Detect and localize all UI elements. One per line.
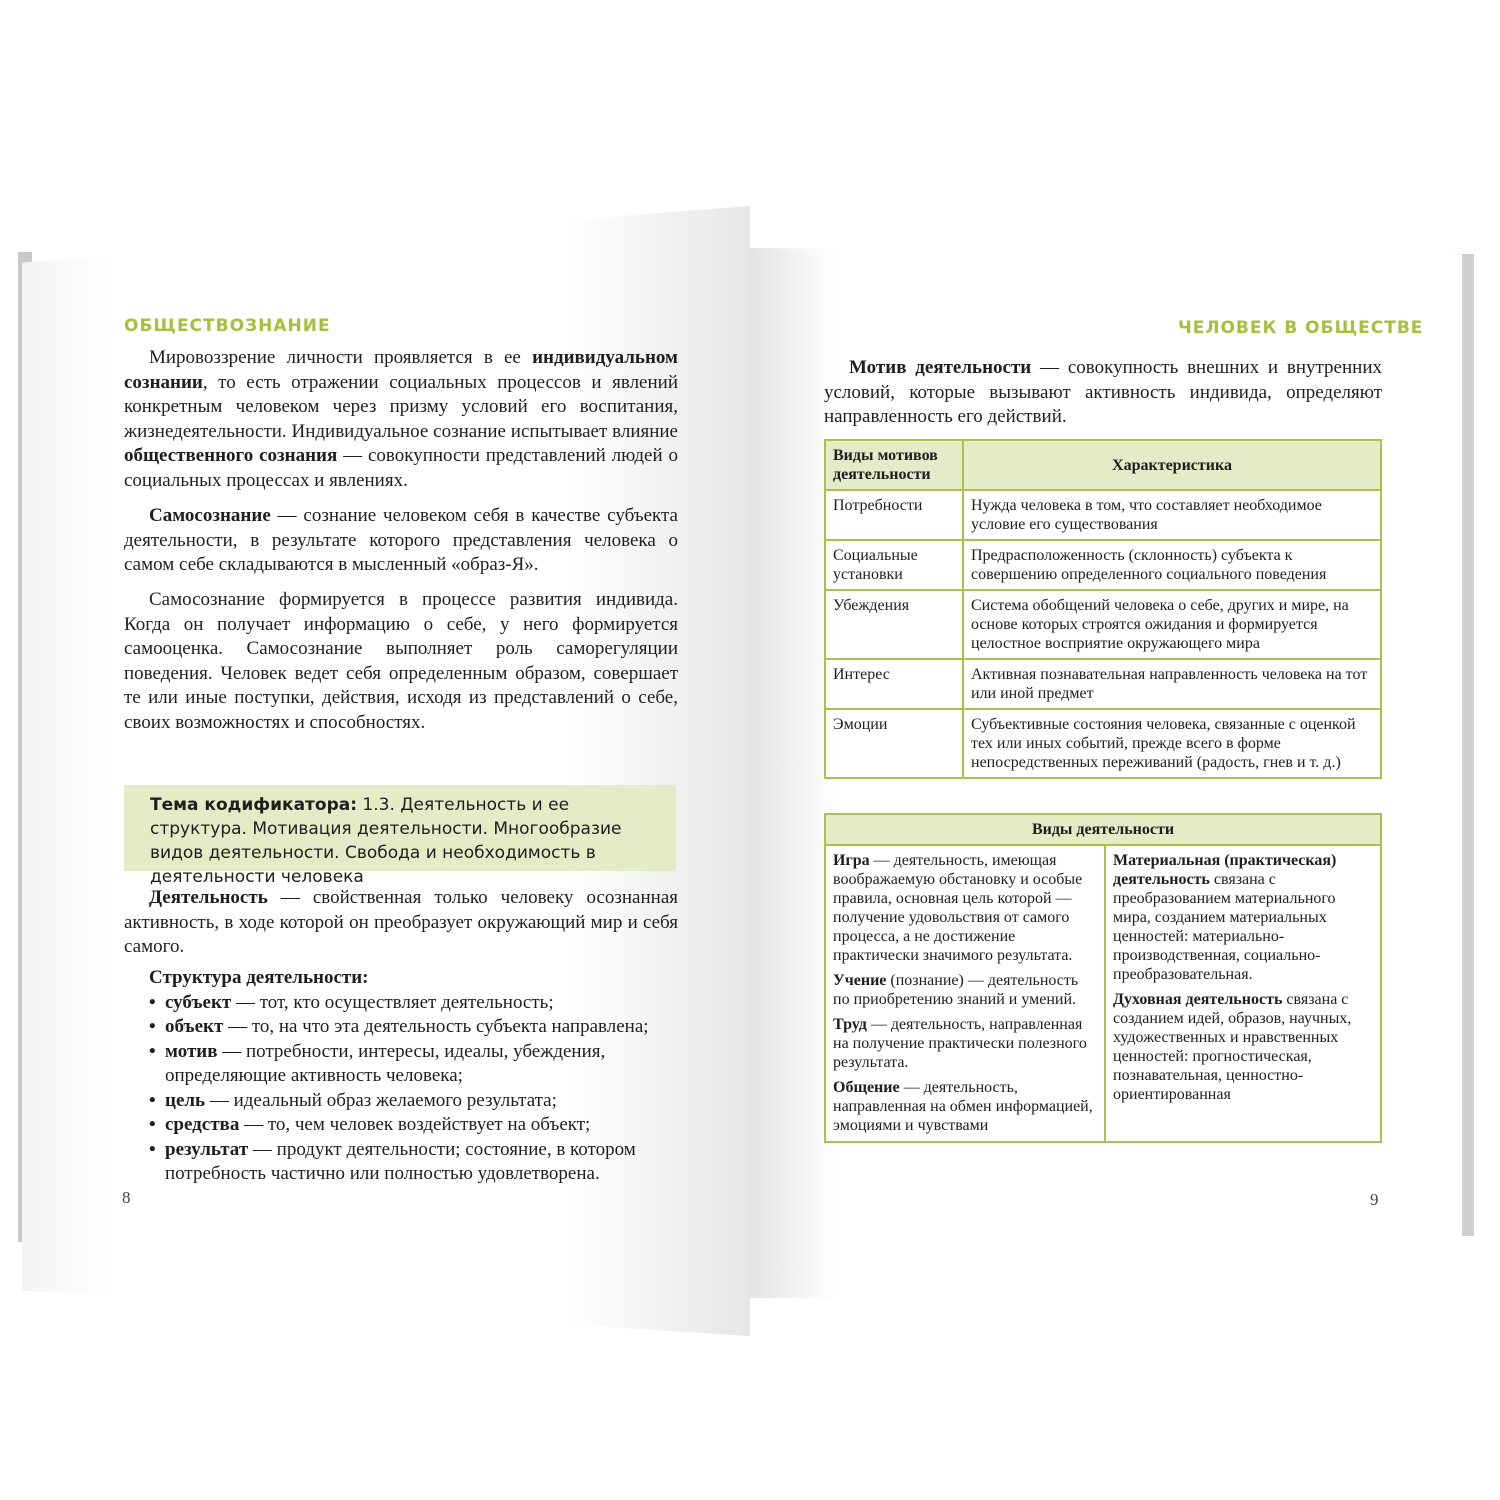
activity-left-column: Игра — деятельность, имеющая воображаемую обстановку и особые правила, основная цель которой — получение удовольствия от самого процесса, а не достижение практически значимого результата. Учение (познание) — деятельность по приобретению знаний и умений. Труд — деятельность, направленная на получение практически полезного результата. Общение — деятельность, направленная на обмен информацией, эмоциями и чувствами (825, 845, 1105, 1142)
list-item: • субъект — тот, кто осуществляет деятельность; (149, 991, 678, 1016)
structure-title: Структура деятельности: (149, 967, 369, 988)
motives-col-header-1: Виды мотивов деятельности (825, 440, 963, 490)
table-row: Интерес Активная познавательная направленность человека на тот или иной предмет (825, 659, 1381, 709)
structure-list (149, 991, 678, 1187)
right-page-number: 9 (1370, 1190, 1379, 1209)
left-paragraph-4: Деятельность — свойственная только человеку осознанная активность, в ходе которой он преобразует окружающий мир и себя самого. (124, 887, 678, 957)
table-header-row (825, 440, 1381, 490)
motives-table (824, 439, 1382, 779)
list-item: • средства — то, чем человек воздействует на объект; (149, 1113, 678, 1138)
activity-right-column: Материальная (практическая) деятельность связана с преобразованием материального мира, созданием материальных ценностей: материально-производственная, социально-преобразовательная. Духовная деятельность связана с созданием идей, образов, научных, художественных и нравственных ценностей: прогностическая, познавательная, ценностно-ориентированная (1105, 845, 1381, 1142)
table-row (825, 845, 1381, 1142)
motive-paragraph: Мотив деятельности — совокупность внешних и внутренних условий, которые вызывают активность индивида, определяют направленность его действий. (824, 357, 1382, 427)
motives-col-header-2: Характеристика (963, 440, 1381, 490)
activity-types-table (824, 813, 1382, 1143)
table-row: Социальные установки Предрасположенность (склонность) субъекта к совершению определенного социального поведения (825, 540, 1381, 590)
table-header-row (825, 814, 1381, 845)
list-item: • мотив — потребности, интересы, идеалы, убеждения, определяющие активность человека; (149, 1040, 678, 1089)
codifier-box: Тема кодификатора: 1.3. Деятельность и ее структура. Мотивация деятельности. Многообразие видов деятельности. Свобода и необходимость в деятельности человека (124, 785, 676, 871)
list-item: • цель — идеальный образ желаемого результата; (149, 1089, 678, 1114)
table-row: Эмоции Субъективные состояния человека, связанные с оценкой тех или иных событий, прежде всего в форме непосредственных переживаний (радость, гнев и т. д.) (825, 709, 1381, 778)
activity-table-title: Виды деятельности (825, 814, 1381, 845)
left-paragraph-1: Мировоззрение личности проявляется в ее индивидуальном сознании, то есть отражении социальных процессов и явлений конкретным человеком через призму условий его воспитания, жизнедеятельности. Индивидуальное сознание испытывает влияние общественного сознания — совокупности представлений людей о социальных процессах и явлениях. (124, 347, 678, 491)
table-row: Убеждения Система обобщений человека о себе, других и мире, на основе которых строятся ожидания и формируется целостное восприятие окружающего мира (825, 590, 1381, 659)
structure-block (149, 966, 678, 1187)
right-running-header: ЧЕЛОВЕК В ОБЩЕСТВЕ (1178, 318, 1424, 338)
left-paragraph-3: Самосознание формируется в процессе развития индивида. Когда он получает информацию о себе, у него формируется самооценка. Самосознание выполняет роль саморегуляции поведения. Человек ведет себя определенным образом, совершает те или иные поступки, действия, исходя из представлений о себе, своих возможностях и способностях. (124, 589, 678, 733)
left-paragraph-2: Самосознание — сознание человеком себя в качестве субъекта деятельности, в результате которого представления человека о самом себе складываются в мысленный «образ-Я». (124, 505, 678, 575)
list-item: • результат — продукт деятельности; состояние, в котором потребность частично или полностью удовлетворена. (149, 1138, 678, 1187)
list-item: • объект — то, на что эта деятельность субъекта направлена; (149, 1015, 678, 1040)
table-row: Потребности Нужда человека в том, что составляет необходимое условие его существования (825, 490, 1381, 540)
left-running-header: ОБЩЕСТВОЗНАНИЕ (124, 316, 331, 336)
left-page-number: 8 (122, 1188, 131, 1207)
